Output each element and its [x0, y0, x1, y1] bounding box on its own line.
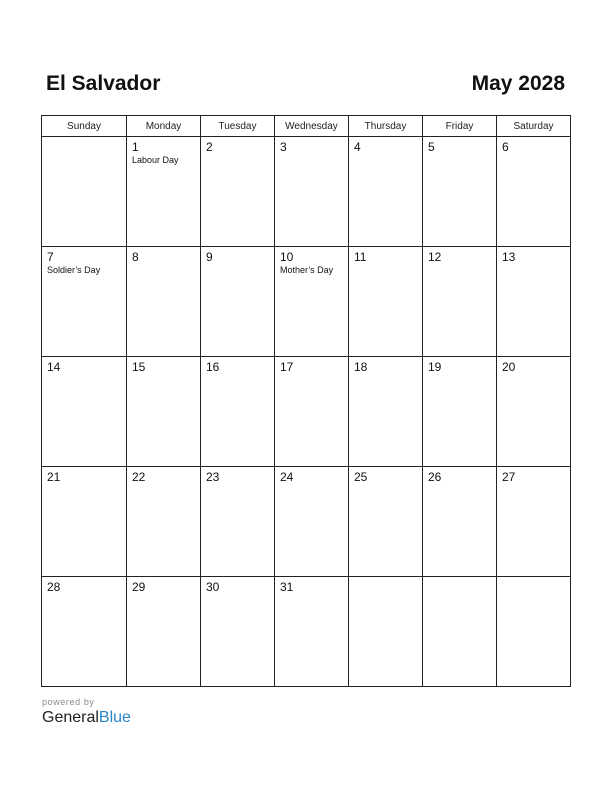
day-number: 17 [280, 360, 294, 374]
day-number: 11 [354, 250, 367, 264]
week-row [42, 247, 571, 357]
day-cell [42, 247, 127, 357]
day-number: 18 [354, 360, 368, 374]
day-cell [423, 357, 497, 467]
day-number: 5 [428, 140, 435, 154]
day-cell [497, 247, 571, 357]
day-number: 24 [280, 470, 294, 484]
day-number: 26 [428, 470, 442, 484]
weekday-header-thursday: Thursday [349, 116, 423, 137]
generalblue-logo [42, 708, 131, 728]
day-cell [349, 247, 423, 357]
country-title: El Salvador [46, 72, 161, 95]
day-cell [42, 467, 127, 577]
weekday-header-row [42, 116, 571, 137]
week-row [42, 467, 571, 577]
day-number: 10 [280, 250, 294, 264]
day-number: 1 [132, 140, 139, 154]
day-number: 28 [47, 580, 61, 594]
powered-by-text: powered by [42, 697, 95, 707]
empty-day-cell [423, 577, 497, 687]
day-cell [349, 137, 423, 247]
day-number: 2 [206, 140, 213, 154]
day-cell [127, 247, 201, 357]
day-cell [349, 357, 423, 467]
empty-day-cell [497, 577, 571, 687]
day-number: 15 [132, 360, 146, 374]
day-number: 6 [502, 140, 509, 154]
day-cell [275, 247, 349, 357]
day-cell [201, 577, 275, 687]
holiday-label: Soldier’s Day [47, 265, 101, 275]
day-number: 30 [206, 580, 220, 594]
day-number: 8 [132, 250, 139, 264]
empty-day-cell [42, 137, 127, 247]
day-number: 22 [132, 470, 146, 484]
weekday-header-wednesday: Wednesday [275, 116, 349, 137]
week-row [42, 357, 571, 467]
day-cell [423, 467, 497, 577]
day-cell [275, 357, 349, 467]
day-number: 20 [502, 360, 516, 374]
brand-blue-text: Blue [98, 709, 131, 726]
holiday-label: Mother’s Day [280, 265, 334, 275]
day-cell [423, 137, 497, 247]
month-title: May 2028 [471, 72, 565, 95]
day-number: 19 [428, 360, 442, 374]
day-number: 21 [47, 470, 61, 484]
day-cell [127, 357, 201, 467]
day-cell [423, 247, 497, 357]
day-number: 31 [280, 580, 294, 594]
day-number: 13 [502, 250, 516, 264]
brand-general-text: General [42, 709, 99, 726]
day-number: 29 [132, 580, 146, 594]
day-cell [497, 467, 571, 577]
day-cell [275, 577, 349, 687]
weekday-header-sunday: Sunday [42, 116, 127, 137]
day-number: 3 [280, 140, 287, 154]
week-row [42, 137, 571, 247]
calendar-grid [41, 115, 571, 687]
day-number [423, 577, 496, 580]
day-cell [349, 467, 423, 577]
day-cell [497, 137, 571, 247]
footer-branding [42, 697, 131, 728]
day-number: 4 [354, 140, 361, 154]
weekday-header-saturday: Saturday [497, 116, 571, 137]
day-cell [42, 577, 127, 687]
day-cell [127, 577, 201, 687]
day-cell [42, 357, 127, 467]
day-cell [201, 467, 275, 577]
weekday-header-friday: Friday [423, 116, 497, 137]
weekday-header-tuesday: Tuesday [201, 116, 275, 137]
day-number [42, 137, 126, 140]
week-row [42, 577, 571, 687]
holiday-label: Labour Day [132, 155, 179, 165]
day-number: 27 [502, 470, 516, 484]
empty-day-cell [349, 577, 423, 687]
day-number: 9 [206, 250, 213, 264]
day-number: 25 [354, 470, 368, 484]
day-cell [201, 137, 275, 247]
day-number: 7 [47, 250, 54, 264]
day-cell [497, 357, 571, 467]
day-cell [201, 357, 275, 467]
weekday-header-monday: Monday [127, 116, 201, 137]
day-number: 12 [428, 250, 442, 264]
day-number [349, 577, 422, 580]
day-cell [275, 137, 349, 247]
day-cell [127, 467, 201, 577]
day-cell [275, 467, 349, 577]
day-number: 23 [206, 470, 220, 484]
day-number: 16 [206, 360, 220, 374]
day-cell [201, 247, 275, 357]
day-number [497, 577, 570, 580]
day-number: 14 [47, 360, 61, 374]
day-cell [127, 137, 201, 247]
